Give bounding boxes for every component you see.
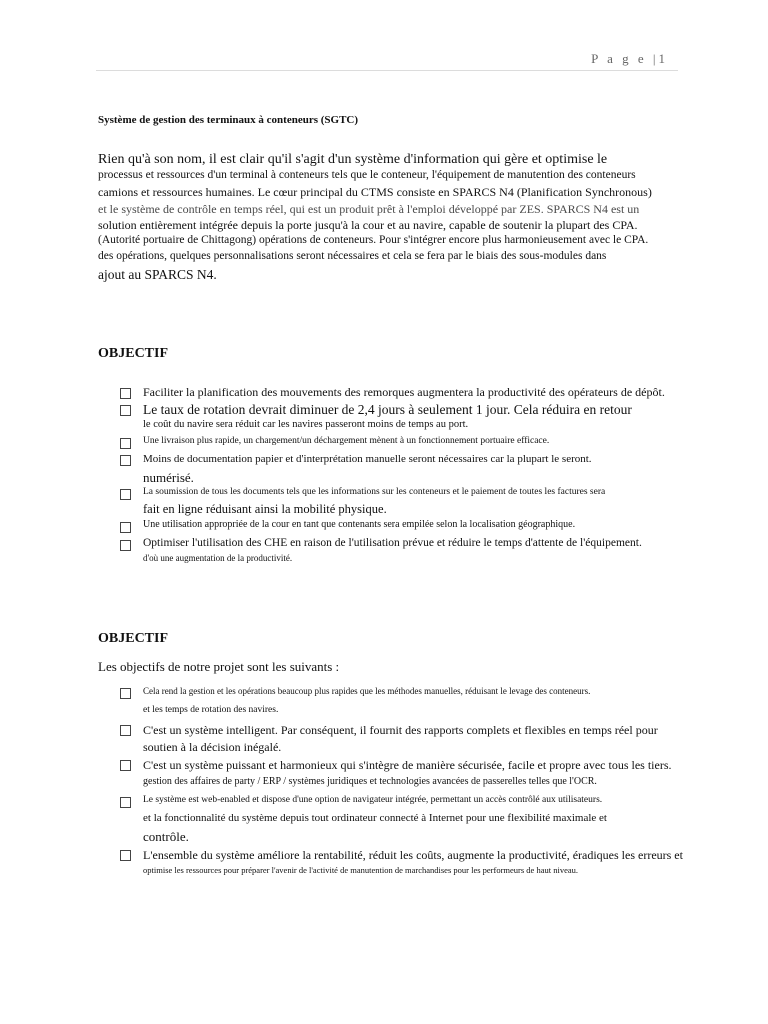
list-item-continuation: le coût du navire sera réduit car les navires passeront moins de temps au port. (143, 419, 469, 430)
intro-line: processus et ressources d'un terminal à conteneurs tels que le conteneur, l'équipement de manutention des conteneurs (98, 169, 636, 181)
checkbox-icon (120, 725, 131, 736)
list-item: Le système est web-enabled et dispose d'une option de navigateur intégrée, permettant un accès contrôlé aux utilisateurs. (143, 795, 603, 805)
header-rule (96, 70, 678, 71)
checkbox-icon (120, 688, 131, 699)
document-title: Système de gestion des terminaux à conteneurs (SGTC) (98, 114, 359, 126)
list-item-continuation: fait en ligne réduisant ainsi la mobilité physique. (143, 502, 387, 516)
checkbox-icon (120, 405, 131, 416)
page-number: P a g e |1 (591, 51, 668, 66)
list-item-continuation: optimise les ressources pour préparer l'avenir de l'activité de manutention de marchandises pour les performeurs de haut niveau. (143, 865, 578, 875)
intro-line: et le système de contrôle en temps réel, qui est un produit prêt à l'emploi développé par ZES. SPARCS N4 est un (98, 202, 640, 216)
list-item-continuation: d'où une augmentation de la productivité. (143, 553, 293, 563)
list-item: Le taux de rotation devrait diminuer de 2,4 jours à seulement 1 jour. Cela réduira en retour (143, 402, 632, 417)
section-intro: Les objectifs de notre projet sont les suivants : (98, 659, 340, 674)
list-item: Faciliter la planification des mouvements des remorques augmentera la productivité des opérateurs de dépôt. (143, 385, 665, 399)
checkbox-icon (120, 522, 131, 533)
intro-line: Rien qu'à son nom, il est clair qu'il s'agit d'un système d'information qui gère et optimise le (98, 152, 608, 167)
list-item-continuation: numérisé. (143, 470, 194, 485)
list-item-continuation: gestion des affaires de party / ERP / systèmes juridiques et technologies avancées de passerelles telles que l'OCR. (143, 776, 597, 787)
checkbox-icon (120, 489, 131, 500)
section-heading: OBJECTIF (98, 346, 169, 361)
list-item: Une utilisation appropriée de la cour en tant que contenants sera empilée selon la localisation géographique. (143, 519, 576, 530)
list-item: La soumission de tous les documents tels que les informations sur les conteneurs et le paiement de toutes les factures sera (143, 487, 606, 497)
list-item: Moins de documentation papier et d'interprétation manuelle seront nécessaires car la plupart le seront. (143, 453, 592, 465)
intro-line: camions et ressources humaines. Le cœur principal du CTMS consiste en SPARCS N4 (Planification Synchronous) (98, 185, 652, 199)
intro-line: des opérations, quelques personnalisations seront nécessaires et cela se fera par le biais des sous-modules dans (98, 250, 607, 262)
section-heading: OBJECTIF (98, 631, 169, 646)
checkbox-icon (120, 797, 131, 808)
list-item: Une livraison plus rapide, un chargement/un déchargement mènent à un fonctionnement portuaire efficace. (143, 436, 550, 446)
list-item: C'est un système intelligent. Par conséquent, il fournit des rapports complets et flexibles en temps réel pour (143, 723, 658, 737)
list-item: C'est un système puissant et harmonieux qui s'intègre de manière sécurisée, facile et propre avec tous les tiers. (143, 758, 672, 772)
checkbox-icon (120, 850, 131, 861)
list-item-continuation: soutien à la décision inégalé. (143, 740, 282, 754)
list-item: Optimiser l'utilisation des CHE en raison de l'utilisation prévue et réduire le temps d'attente de l'équipement. (143, 537, 642, 549)
checkbox-icon (120, 760, 131, 771)
checkbox-icon (120, 388, 131, 399)
checkbox-icon (120, 540, 131, 551)
intro-line: solution entièrement intégrée depuis la porte jusqu'à la cour et au navire, capable de soutenir la plupart des CPA. (98, 218, 638, 232)
list-item: Cela rend la gestion et les opérations beaucoup plus rapides que les méthodes manuelles, réduisant le levage des conteneurs. (143, 686, 591, 696)
list-item-continuation: et la fonctionnalité du système depuis tout ordinateur connecté à Internet pour une flexibilité maximale et (143, 812, 607, 824)
list-item: L'ensemble du système améliore la rentabilité, réduit les coûts, augmente la productivité, éradiques les erreurs et (143, 848, 683, 862)
checkbox-icon (120, 438, 131, 449)
intro-line: ajout au SPARCS N4. (98, 267, 217, 282)
intro-line: (Autorité portuaire de Chittagong) opérations de conteneurs. Pour s'intégrer encore plus harmonieusement avec le CPA. (98, 234, 649, 246)
checkbox-icon (120, 455, 131, 466)
list-item-continuation: contrôle. (143, 829, 189, 844)
list-item-continuation: et les temps de rotation des navires. (143, 705, 279, 715)
